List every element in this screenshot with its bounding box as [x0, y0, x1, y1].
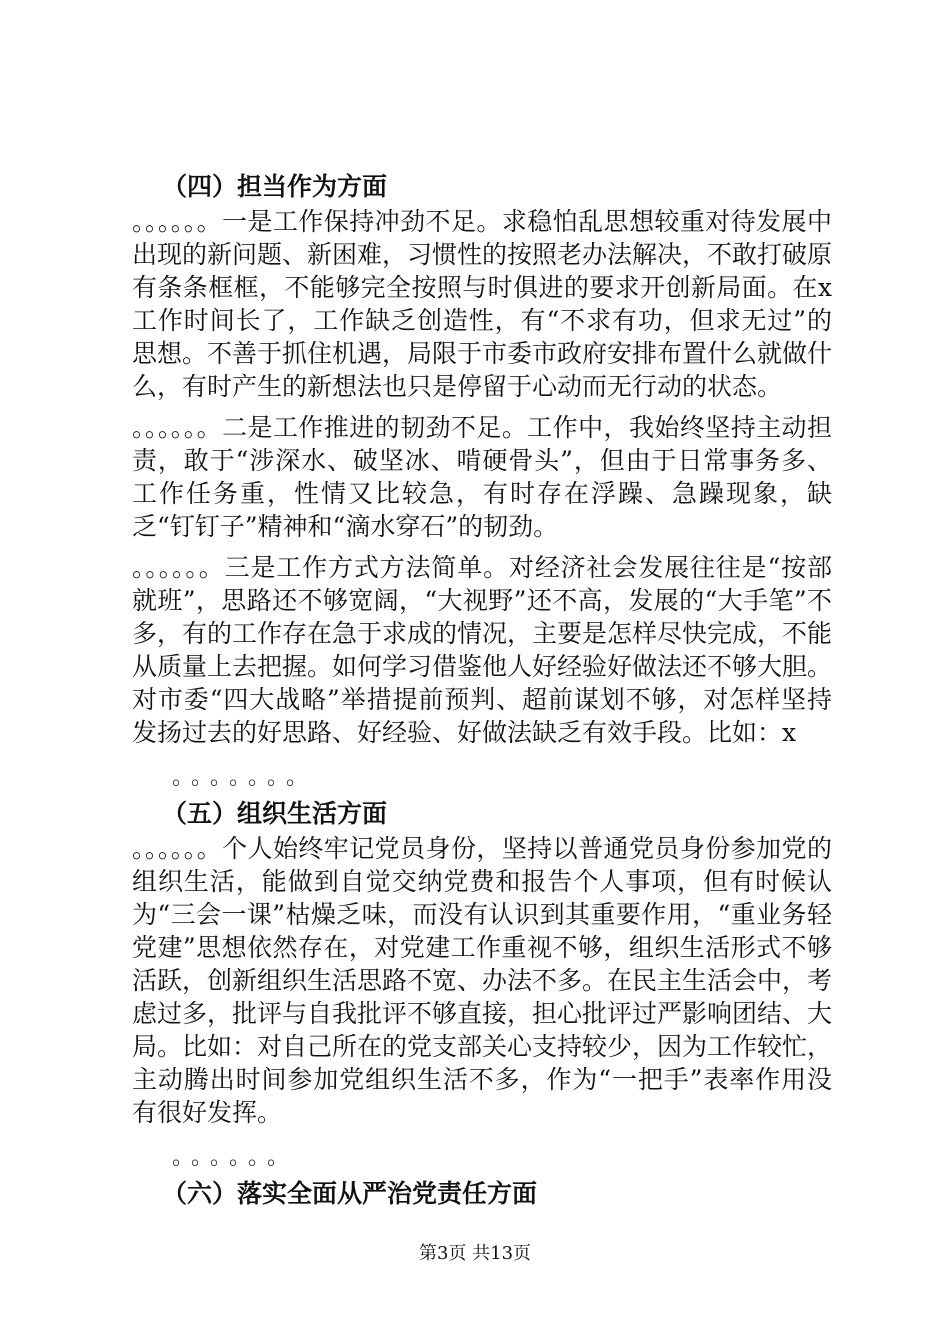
section-heading-6: （六）落实全面从严治党责任方面	[162, 1179, 538, 1208]
paragraph-work-tenacity: 。。。。。。二是工作推进的韧劲不足。工作中，我始终坚持主动担责，敢于“涉深水、破坚冰、啃硬骨头”，但由于日常事务多、工作任务重，性情又比较急，有时存在浮躁、急躁现象，缺乏“钉钉子”精神和“滴水穿石”的韧劲。	[132, 413, 832, 541]
ellipsis-line: 。。。。。。	[172, 1145, 298, 1170]
paragraph-work-methods: 。。。。。。三是工作方式方法简单。对经济社会发展往往是“按部就班”，思路还不够宽阔，“大视野”还不高，发展的“大手笔”不多，有的工作存在急于求成的情况，主要是怎样尽快完成，不能从质量上去把握。如何学习借鉴他人好经验好做法还不够大胆。对市委“四大战略”举措提前预判、超前谋划不够，对怎样坚持发扬过去的好思路、好经验、好做法缺乏有效手段。比如：x	[132, 553, 833, 747]
paragraph-organization-life: 。。。。。。个人始终牢记党员身份，坚持以普通党员身份参加党的组织生活，能做到自觉交纳党费和报告个人事项，但有时候认为“三会一课”枯燥乏味，而没有认识到其重要作用，“重业务轻党建”思想依然存在，对党建工作重视不够，组织生活形式不够活跃，创新组织生活思路不宽、办法不多。在民主生活会中，考虑过多，批评与自我批评不够直接，担心批评过严影响团结、大局。比如：对自己所在的党支部关心支持较少，因为工作较忙，主动腾出时间参加党组织生活不多，作为“一把手”表率作用没有很好发挥。	[132, 834, 833, 1127]
ellipsis-line: 。。。。。。。	[172, 765, 317, 790]
paragraph-work-drive: 。。。。。。一是工作保持冲劲不足。求稳怕乱思想较重对待发展中出现的新问题、新困难，习惯性的按照老办法解决，不敢打破原有条条框框，不能够完全按照与时俱进的要求开创新局面。在x工作时间长了，工作缺乏创造性，有“不求有功，但求无过”的思想。不善于抓住机遇，局限于市委市政府安排布置什么就做什么，有时产生的新想法也只是停留于心动而无行动的状态。	[132, 207, 833, 401]
page-body	[132, 170, 832, 1212]
section-heading-4: （四）担当作为方面	[162, 172, 388, 201]
page-footer: 第3页 共13页	[418, 1243, 532, 1264]
section-heading-5: （五）组织生活方面	[162, 799, 388, 828]
